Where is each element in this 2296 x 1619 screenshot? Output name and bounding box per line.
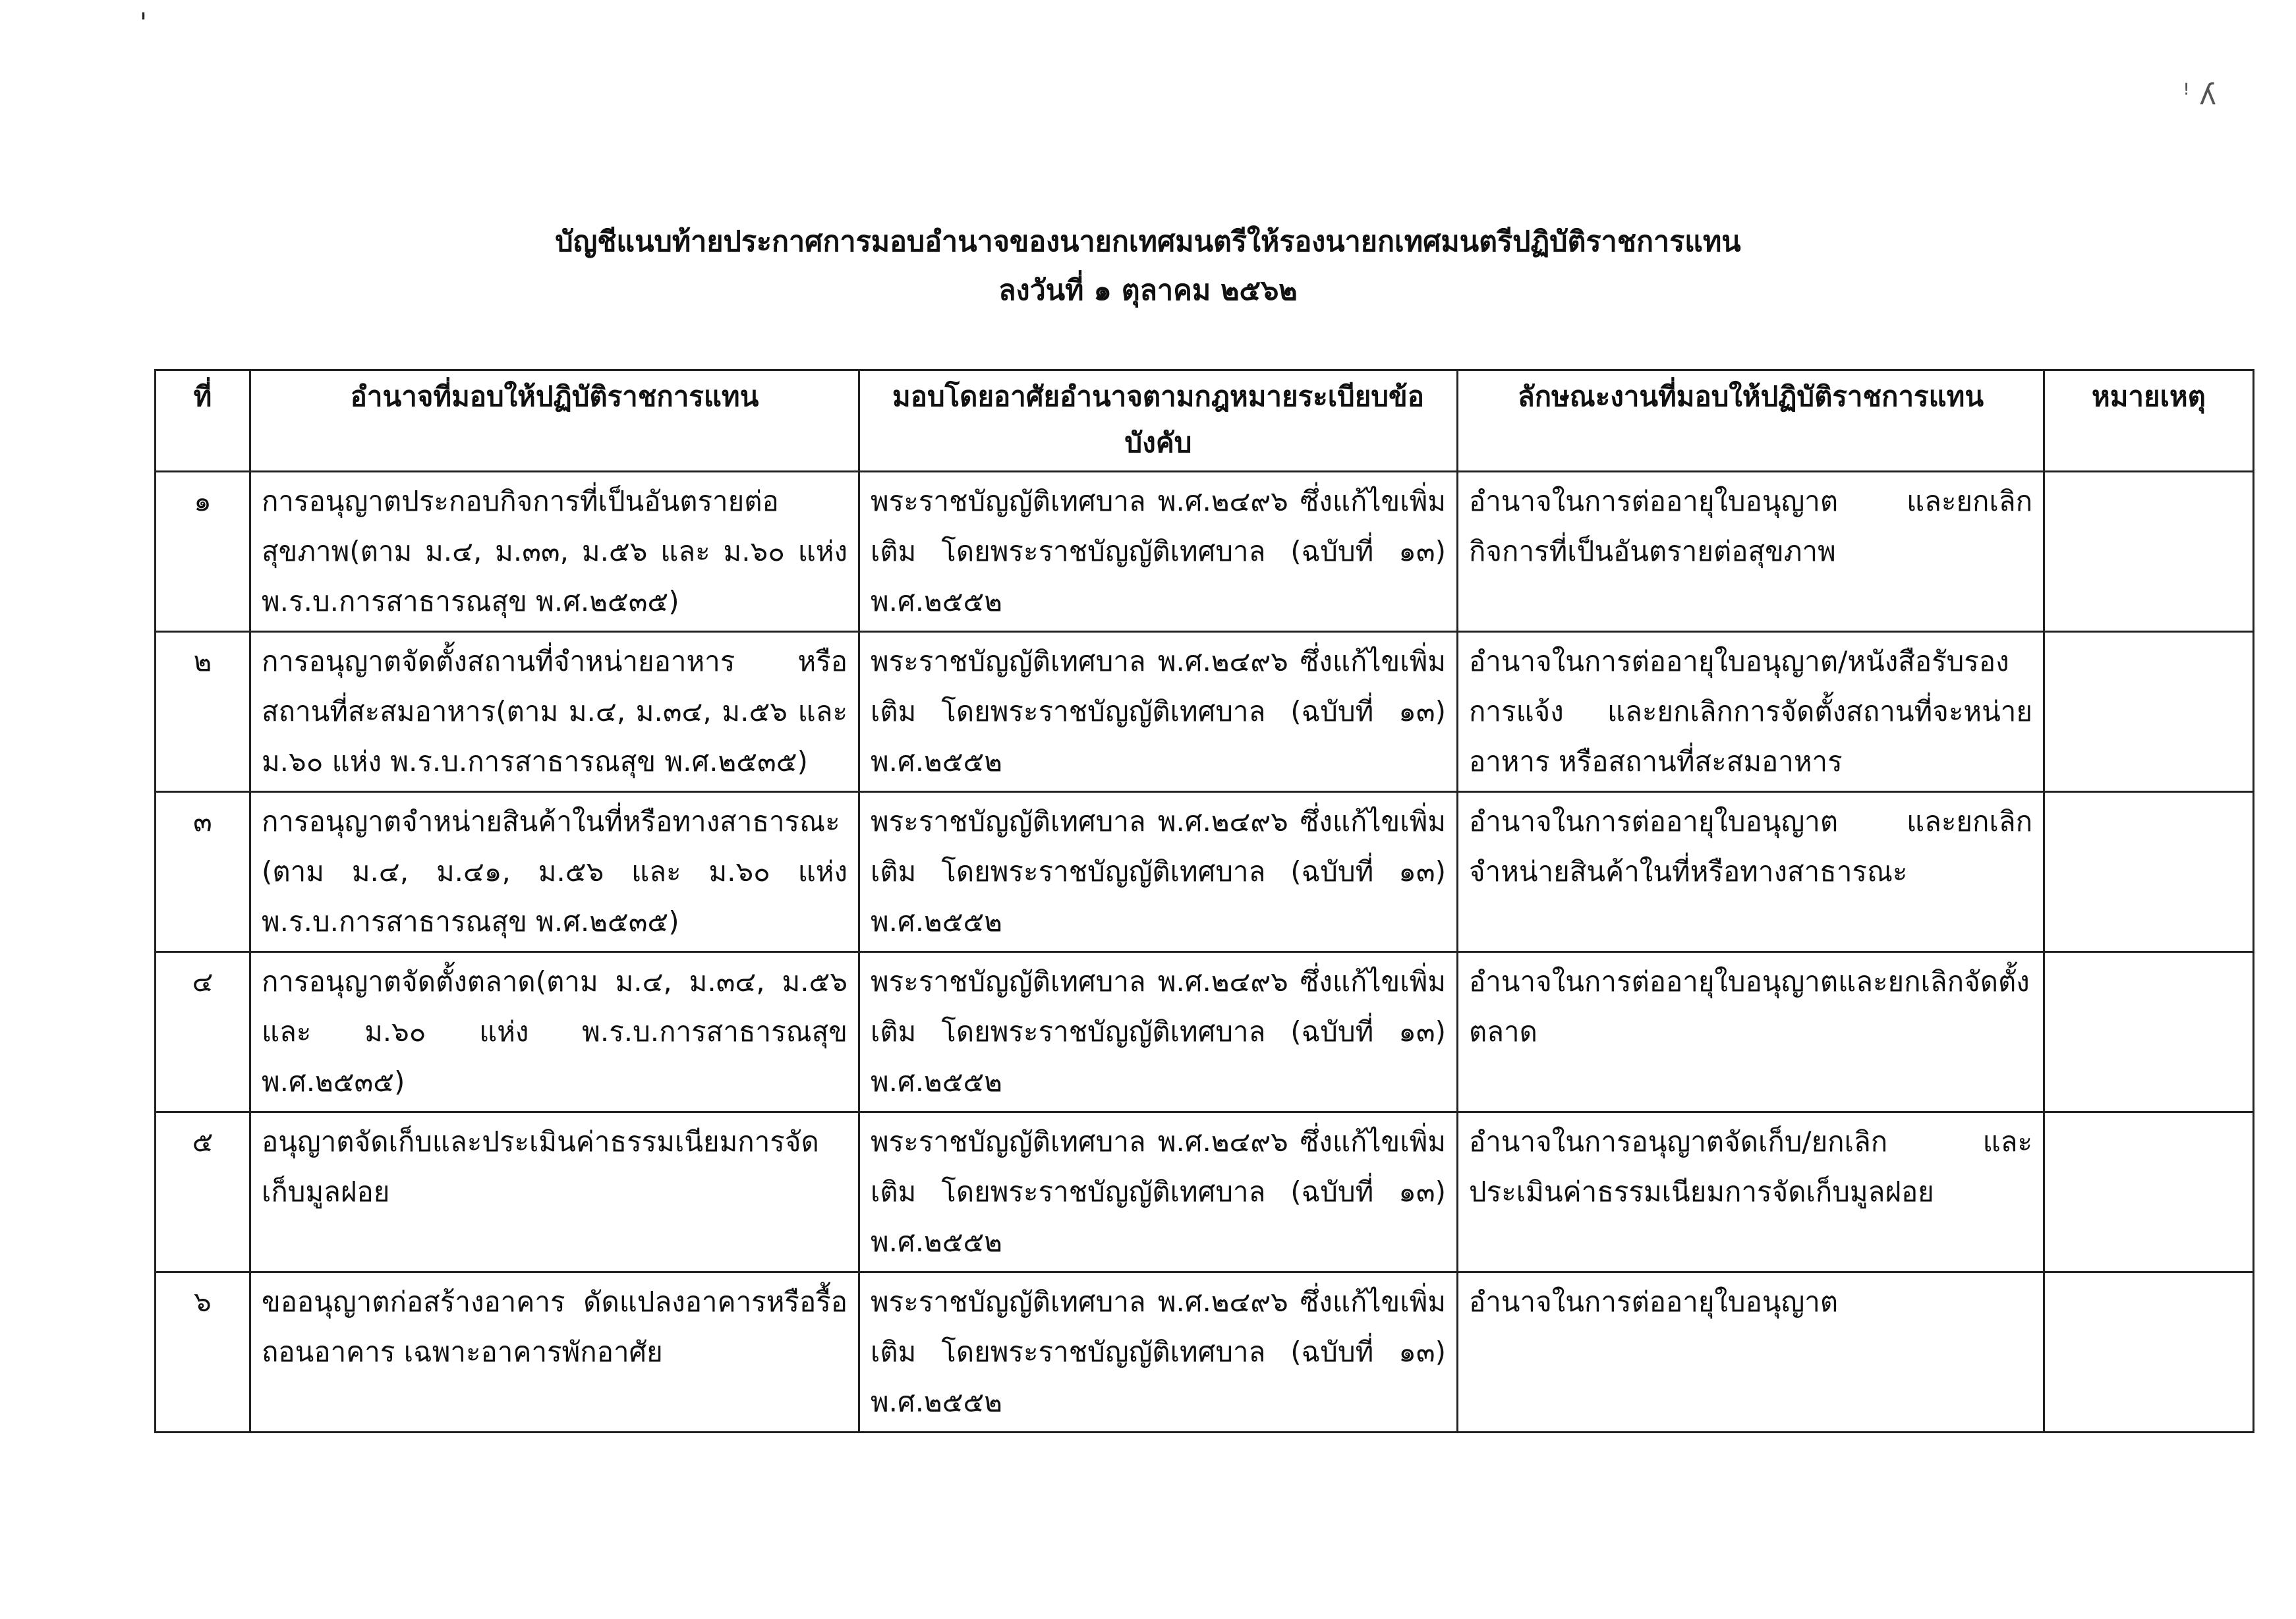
cell-authority: ขออนุญาตก่อสร้างอาคาร ดัดแปลงอาคารหรือรื้อถอนอาคาร เฉพาะอาคารพักอาศัย: [250, 1272, 859, 1433]
table-row: [156, 792, 2254, 952]
cell-nature: อำนาจในการต่ออายุใบอนุญาตและยกเลิกจัดตั้งตลาด: [1458, 952, 2044, 1112]
cell-legal-basis: พระราชบัญญัติเทศบาล พ.ศ.๒๔๙๖ ซึ่งแก้ไขเพิ่มเติม โดยพระราชบัญญัติเทศบาล (ฉบับที่ ๑๓) พ.ศ.๒๕๕๒: [859, 952, 1458, 1112]
document-date-line: ลงวันที่ ๑ ตุลาคม ๒๕๖๒: [998, 274, 1298, 307]
cell-nature: อำนาจในการต่ออายุใบอนุญาต และยกเลิกจำหน่ายสินค้าในที่หรือทางสาธารณะ: [1458, 792, 2044, 952]
table-row: [156, 632, 2254, 792]
header-authority: อำนาจที่มอบให้ปฏิบัติราชการแทน: [250, 370, 859, 472]
scan-speck-mark: ': [140, 8, 147, 38]
cell-no: ๑: [156, 472, 250, 632]
cell-legal-basis: พระราชบัญญัติเทศบาล พ.ศ.๒๔๙๖ ซึ่งแก้ไขเพิ่มเติม โดยพระราชบัญญัติเทศบาล (ฉบับที่ ๑๓) พ.ศ.๒๕๕๒: [859, 1112, 1458, 1272]
cell-remark: [2044, 1272, 2254, 1433]
cell-legal-basis: พระราชบัญญัติเทศบาล พ.ศ.๒๔๙๖ ซึ่งแก้ไขเพิ่มเติม โดยพระราชบัญญัติเทศบาล (ฉบับที่ ๑๓) พ.ศ.๒๕๕๒: [859, 1272, 1458, 1433]
scan-corner-mark: ꜝ ʎ: [2183, 78, 2217, 111]
table-row: [156, 952, 2254, 1112]
cell-remark: [2044, 1112, 2254, 1272]
cell-authority: การอนุญาตจัดตั้งสถานที่จำหน่ายอาหาร หรือสถานที่สะสมอาหาร(ตาม ม.๔, ม.๓๔, ม.๕๖ และ ม.๖๐ แห่ง พ.ร.บ.การสาธารณสุข พ.ศ.๒๕๓๕): [250, 632, 859, 792]
header-nature: ลักษณะงานที่มอบให้ปฏิบัติราชการแทน: [1458, 370, 2044, 472]
table-row: [156, 1272, 2254, 1433]
cell-authority: การอนุญาตจัดตั้งตลาด(ตาม ม.๔, ม.๓๔, ม.๕๖ และ ม.๖๐ แห่ง พ.ร.บ.การสาธารณสุข พ.ศ.๒๕๓๕): [250, 952, 859, 1112]
cell-remark: [2044, 792, 2254, 952]
table-row: [156, 472, 2254, 632]
cell-no: ๕: [156, 1112, 250, 1272]
cell-legal-basis: พระราชบัญญัติเทศบาล พ.ศ.๒๔๙๖ ซึ่งแก้ไขเพิ่มเติม โดยพระราชบัญญัติเทศบาล (ฉบับที่ ๑๓) พ.ศ.๒๕๕๒: [859, 472, 1458, 632]
cell-nature: อำนาจในการต่ออายุใบอนุญาต/หนังสือรับรองการแจ้ง และยกเลิกการจัดตั้งสถานที่จะหน่ายอาหาร หรือสถานที่สะสมอาหาร: [1458, 632, 2044, 792]
cell-no: ๖: [156, 1272, 250, 1433]
document-title: บัญชีแนบท้ายประกาศการมอบอำนาจของนายกเทศมนตรีให้รองนายกเทศมนตรีปฏิบัติราชการแทน: [555, 225, 1741, 258]
cell-nature: อำนาจในการอนุญาตจัดเก็บ/ยกเลิก และประเมินค่าธรรมเนียมการจัดเก็บมูลฝอย: [1458, 1112, 2044, 1272]
cell-remark: [2044, 472, 2254, 632]
table-header-row: [156, 370, 2254, 472]
cell-authority: อนุญาตจัดเก็บและประเมินค่าธรรมเนียมการจัดเก็บมูลฝอย: [250, 1112, 859, 1272]
cell-legal-basis: พระราชบัญญัติเทศบาล พ.ศ.๒๔๙๖ ซึ่งแก้ไขเพิ่มเติม โดยพระราชบัญญัติเทศบาล (ฉบับที่ ๑๓) พ.ศ.๒๕๕๒: [859, 632, 1458, 792]
cell-nature: อำนาจในการต่ออายุใบอนุญาต และยกเลิกกิจการที่เป็นอันตรายต่อสุขภาพ: [1458, 472, 2044, 632]
cell-no: ๒: [156, 632, 250, 792]
cell-authority: การอนุญาตจำหน่ายสินค้าในที่หรือทางสาธารณะ (ตาม ม.๔, ม.๔๑, ม.๕๖ และ ม.๖๐ แห่ง พ.ร.บ.การสาธารณสุข พ.ศ.๒๕๓๕): [250, 792, 859, 952]
cell-no: ๓: [156, 792, 250, 952]
table-row: [156, 1112, 2254, 1272]
header-no: ที่: [156, 370, 250, 472]
cell-remark: [2044, 952, 2254, 1112]
cell-nature: อำนาจในการต่ออายุใบอนุญาต: [1458, 1272, 2044, 1433]
cell-authority: การอนุญาตประกอบกิจการที่เป็นอันตรายต่อสุขภาพ(ตาม ม.๔, ม.๓๓, ม.๕๖ และ ม.๖๐ แห่ง พ.ร.บ.การสาธารณสุข พ.ศ.๒๕๓๕): [250, 472, 859, 632]
cell-no: ๔: [156, 952, 250, 1112]
cell-remark: [2044, 632, 2254, 792]
cell-legal-basis: พระราชบัญญัติเทศบาล พ.ศ.๒๔๙๖ ซึ่งแก้ไขเพิ่มเติม โดยพระราชบัญญัติเทศบาล (ฉบับที่ ๑๓) พ.ศ.๒๕๕๒: [859, 792, 1458, 952]
header-legal-basis: มอบโดยอาศัยอำนาจตามกฎหมายระเบียบข้อบังคับ: [859, 370, 1458, 472]
header-remark: หมายเหตุ: [2044, 370, 2254, 472]
delegation-table: [154, 369, 2254, 1433]
